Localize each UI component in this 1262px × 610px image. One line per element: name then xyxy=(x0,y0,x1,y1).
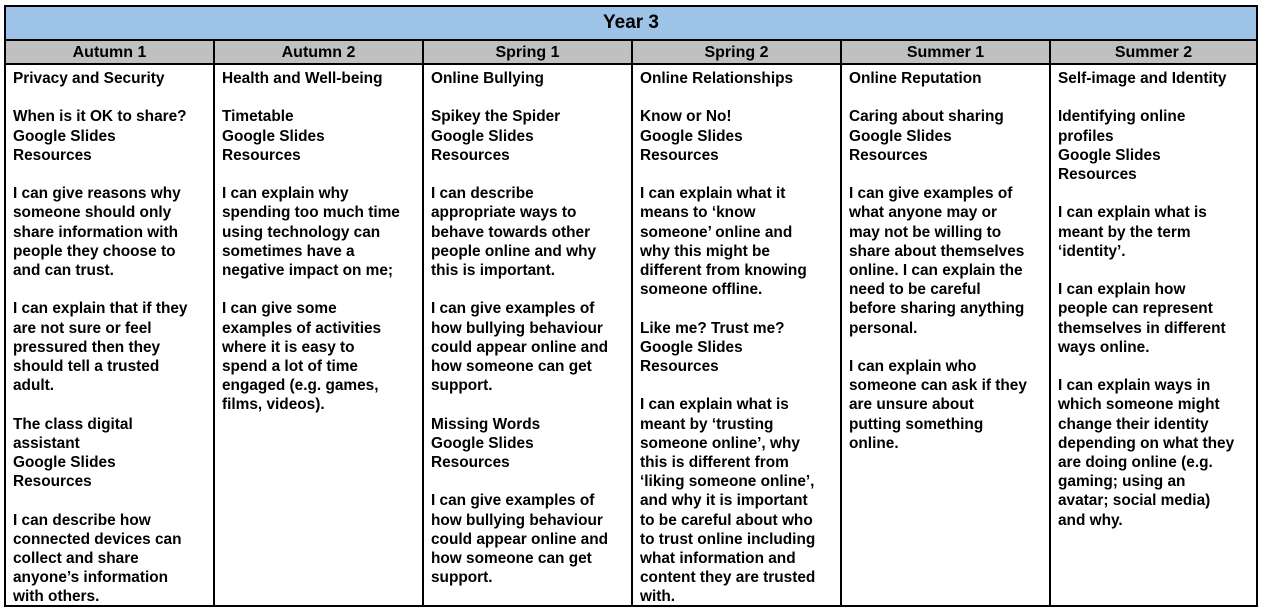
term-header-summer-1: Summer 1 xyxy=(842,41,1051,65)
learning-statement: I can give examples of how bullying behaviour could appear online and how someone can get support. xyxy=(431,492,609,587)
topic-title: Health and Well-being xyxy=(222,70,383,87)
content-row xyxy=(6,65,1256,605)
term-header-autumn-2: Autumn 2 xyxy=(215,41,424,65)
learning-statement: I can give examples of what anyone may or may not be willing to share about themselves online. I can explain the need to be careful before sharing anything personal. xyxy=(849,185,1025,337)
lesson-resources: Like me? Trust me? Google Slides Resources xyxy=(640,319,785,375)
learning-statement: I can give examples of how bullying behaviour could appear online and how someone can get support. xyxy=(431,300,609,395)
term-header-spring-1: Spring 1 xyxy=(424,41,633,65)
learning-statement: I can explain how people can represent themselves in different ways online. xyxy=(1058,281,1226,356)
learning-statement: I can explain what it means to ‘know someone’ online and why this might be different from knowing someone offline. xyxy=(640,185,807,299)
learning-statement: I can explain why spending too much time using technology can sometimes have a negative impact on me; xyxy=(222,185,400,279)
learning-statement: I can explain ways in which someone might change their identity depending on what they are doing online (e.g. gaming; using an avatar; social media) and why. xyxy=(1058,377,1235,529)
learning-statement: I can describe appropriate ways to behave towards other people online and why this is important. xyxy=(431,185,597,279)
learning-statement: I can explain that if they are not sure or feel pressured then they should tell a trusted adult. xyxy=(13,300,188,395)
learning-statement: I can explain what is meant by the term ‘identity’. xyxy=(1058,204,1207,260)
lesson-resources: Know or No! Google Slides Resources xyxy=(640,108,743,164)
lesson-resources: When is it OK to share? Google Slides Resources xyxy=(13,108,187,164)
term-cell-spring-1 xyxy=(424,65,633,605)
year-3-curriculum-table xyxy=(4,5,1258,607)
learning-statement: I can explain who someone can ask if they are unsure about putting something online. xyxy=(849,358,1027,452)
lesson-resources: Caring about sharing Google Slides Resources xyxy=(849,108,1004,164)
topic-title: Online Reputation xyxy=(849,70,982,87)
learning-statement: I can describe how connected devices can collect and share anyone’s information with others. xyxy=(13,511,182,605)
term-header-spring-2: Spring 2 xyxy=(633,41,842,65)
lesson-resources: Identifying online profiles Google Slides Resources xyxy=(1058,108,1186,183)
topic-title: Privacy and Security xyxy=(13,70,165,87)
learning-statement: I can explain what is meant by ‘trusting someone online’, why this is different from ‘liking someone online’, and why it is important to be careful about who to trust online including what information and content they are trusted with. xyxy=(640,396,816,605)
term-cell-spring-2 xyxy=(633,65,842,605)
topic-title: Online Relationships xyxy=(640,70,794,87)
learning-statement: I can give some examples of activities where it is easy to spend a lot of time engaged (e.g. games, films, videos). xyxy=(222,300,382,414)
topic-title: Self-image and Identity xyxy=(1058,70,1227,87)
lesson-resources: Timetable Google Slides Resources xyxy=(222,108,325,164)
lesson-resources: Spikey the Spider Google Slides Resources xyxy=(431,108,561,164)
lesson-resources: Missing Words Google Slides Resources xyxy=(431,415,541,471)
term-header-row xyxy=(6,41,1256,65)
term-cell-summer-2 xyxy=(1051,65,1256,605)
term-header-summer-2: Summer 2 xyxy=(1051,41,1256,65)
lesson-resources: The class digital assistant Google Slides Resources xyxy=(13,415,133,491)
term-cell-summer-1 xyxy=(842,65,1051,605)
learning-statement: I can give reasons why someone should only share information with people they choose to and can trust. xyxy=(13,185,181,279)
term-cell-autumn-2 xyxy=(215,65,424,605)
term-header-autumn-1: Autumn 1 xyxy=(6,41,215,65)
table-title: Year 3 xyxy=(6,7,1256,41)
term-cell-autumn-1 xyxy=(6,65,215,605)
topic-title: Online Bullying xyxy=(431,70,544,87)
